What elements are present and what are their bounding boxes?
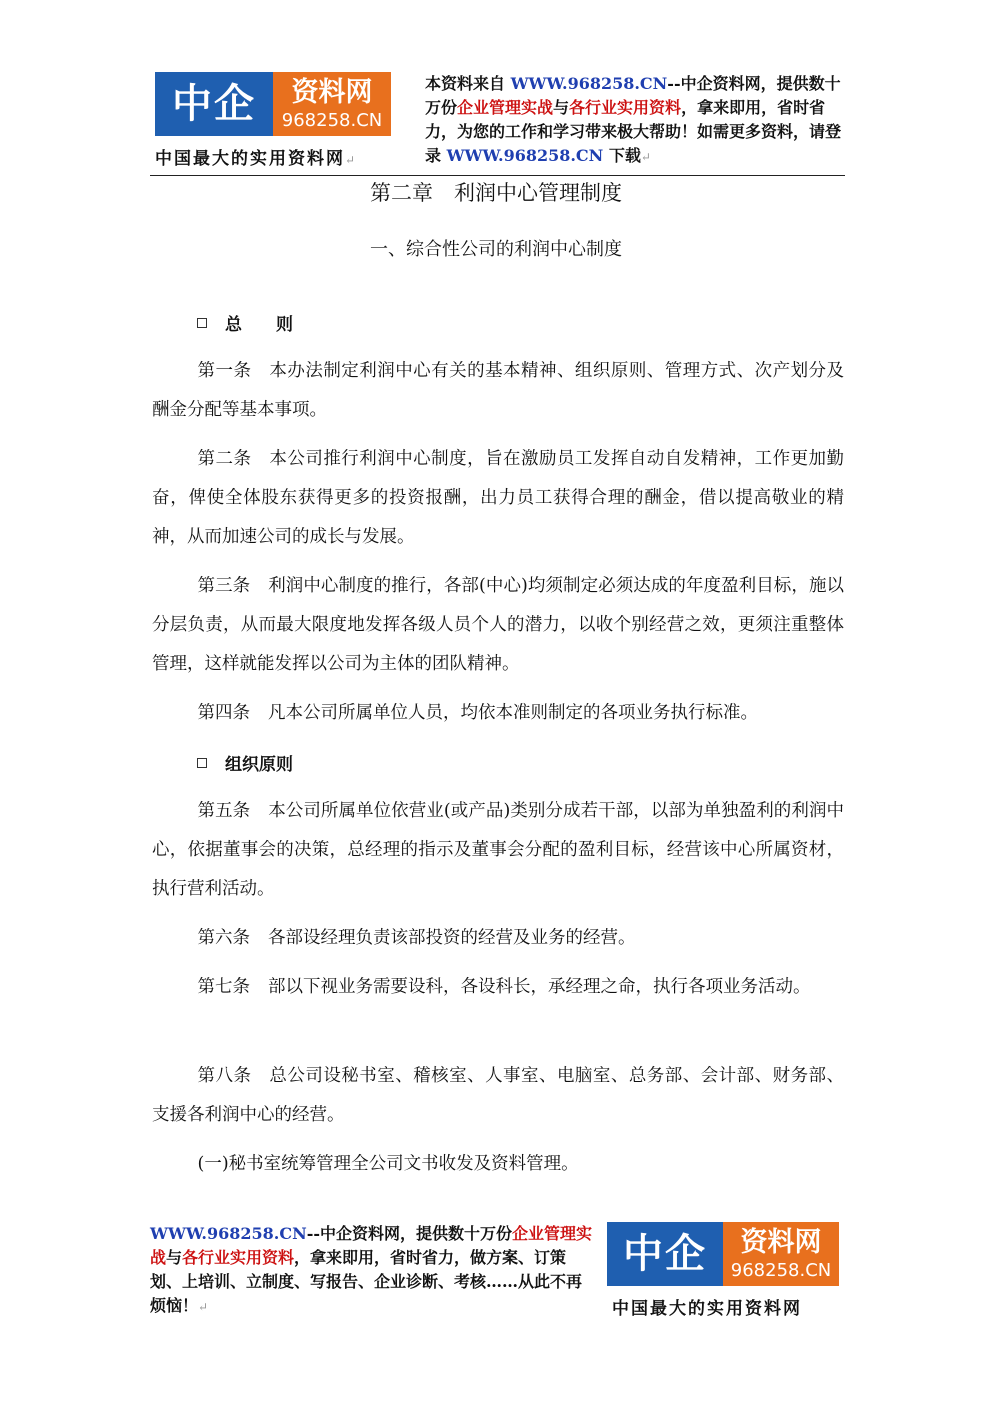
article-5 xyxy=(152,792,844,909)
article-number: 第六条 xyxy=(197,928,250,948)
article-number: 第四条 xyxy=(197,703,250,723)
article-text: 部以下视业务需要设科，各设科长，承经理之命，执行各项业务活动。 xyxy=(268,977,811,997)
promo-highlight: 企业管理实战 xyxy=(150,1224,593,1267)
article-number: 第三条 xyxy=(197,576,251,596)
promo-text-part: 本资料来自 xyxy=(425,74,511,93)
paragraph-mark-icon: ↵ xyxy=(345,153,358,167)
page-footer xyxy=(150,1218,845,1318)
subhead-label: 组织原则 xyxy=(225,755,293,775)
footer-logo xyxy=(607,1222,839,1286)
article-text: 各部设经理负责该部投资的经营及业务的经营。 xyxy=(268,928,636,948)
subhead-general xyxy=(197,310,293,335)
promo-text-part: --中企资料网，提供数十万份 xyxy=(425,74,841,117)
footer-url-link[interactable]: WWW.968258.CN xyxy=(150,1224,307,1243)
article-7 xyxy=(152,968,844,1007)
item-1: (一)秘书室统筹管理全公司文书收发及资料管理。 xyxy=(197,1154,579,1174)
subhead-organization xyxy=(197,750,293,775)
article-1 xyxy=(152,352,844,430)
promo-text-part: 与 xyxy=(166,1248,183,1267)
article-text: 本公司推行利润中心制度，旨在激励员工发挥自动自发精神，工作更加勤奋，俾使全体股东获得更多的投资报酬，出力员工获得合理的酬金，借以提高敬业的精神，从而加速公司的成长与发展。 xyxy=(152,449,845,547)
article-number: 第五条 xyxy=(197,801,251,821)
article-8 xyxy=(152,1057,844,1135)
subhead-label: 总 则 xyxy=(225,315,293,335)
promo-text-part: ，拿来即用，省时省力，做方案、订策划、上培训、立制度、写报告、企业诊断、考核……从此不再烦恼！ xyxy=(150,1248,583,1315)
article-4 xyxy=(152,694,844,733)
chapter-title: 第二章 利润中心管理制度 xyxy=(370,181,622,205)
logo-tagline-text: 中国最大的实用资料网 xyxy=(155,149,345,169)
logo-main-text: 中企 xyxy=(172,81,256,127)
logo-badge-title: 资料网 xyxy=(291,77,373,108)
header-promo-text xyxy=(425,72,845,169)
footer-logo-tagline: 中国最大的实用资料网 xyxy=(612,1299,802,1319)
article-text: 本公司所属单位依营业(或产品)类别分成若干部，以部为单独盈利的利润中心，依据董事会的决策，总经理的指示及董事会分配的盈利目标，经营该中心所属资材，执行营利活动。 xyxy=(152,801,845,899)
article-text: 凡本公司所属单位人员，均依本准则制定的各项业务执行标准。 xyxy=(268,703,758,723)
article-number: 第七条 xyxy=(197,977,250,997)
logo-badge xyxy=(723,1222,839,1286)
article-number: 第八条 xyxy=(197,1066,252,1086)
article-text: 利润中心制度的推行，各部(中心)均须制定必须达成的年度盈利目标，施以分层负责，从而最大限度地发挥各级人员个人的潜力，以收个别经营之效，更须注重整体管理，这样就能发挥以公司为主体的团队精神。 xyxy=(152,576,845,674)
article-number: 第一条 xyxy=(197,361,252,381)
promo-highlight: 各行业实用资料 xyxy=(569,98,682,117)
site-logo xyxy=(155,72,391,136)
logo-badge-domain: 968258.CN xyxy=(730,1260,832,1281)
article-6 xyxy=(152,919,844,958)
section-title: 一、综合性公司的利润中心制度 xyxy=(370,239,622,260)
header-divider xyxy=(150,175,845,176)
page-header xyxy=(150,70,845,174)
paragraph-mark-icon: ↵ xyxy=(640,150,651,164)
promo-text-part: 与 xyxy=(553,98,570,117)
header-url-link[interactable]: WWW.968258.CN xyxy=(510,74,668,93)
promo-text-part: --中企资料网，提供数十万份 xyxy=(306,1224,513,1243)
checkbox-square-icon xyxy=(197,318,207,328)
header-url-link-2[interactable]: WWW.968258.CN xyxy=(446,146,604,165)
article-number: 第二条 xyxy=(197,449,252,469)
logo-main-text: 中企 xyxy=(623,1231,707,1277)
article-text: 本办法制定利润中心有关的基本精神、组织原则、管理方式、次产划分及酬金分配等基本事项。 xyxy=(152,361,845,420)
article-2 xyxy=(152,440,844,557)
logo-tagline xyxy=(155,144,357,169)
logo-badge-title: 资料网 xyxy=(740,1227,822,1258)
article-text: 总公司设秘书室、稽核室、人事室、电脑室、总务部、会计部、财务部、支援各利润中心的经营。 xyxy=(152,1066,845,1125)
paragraph-mark-icon: ↵ xyxy=(198,1300,209,1314)
promo-text-part: 下载 xyxy=(603,146,641,165)
promo-text-part: ，拿来即用，省时省力，为您的工作和学习带来极大帮助！如需更多资料，请登录 xyxy=(425,98,842,165)
logo-badge-domain: 968258.CN xyxy=(281,110,383,131)
article-3 xyxy=(152,567,844,684)
promo-highlight: 各行业实用资料 xyxy=(182,1248,295,1267)
logo-badge xyxy=(273,72,391,136)
promo-highlight: 企业管理实战 xyxy=(457,98,554,117)
footer-promo-text xyxy=(150,1222,595,1319)
checkbox-square-icon xyxy=(197,758,207,768)
